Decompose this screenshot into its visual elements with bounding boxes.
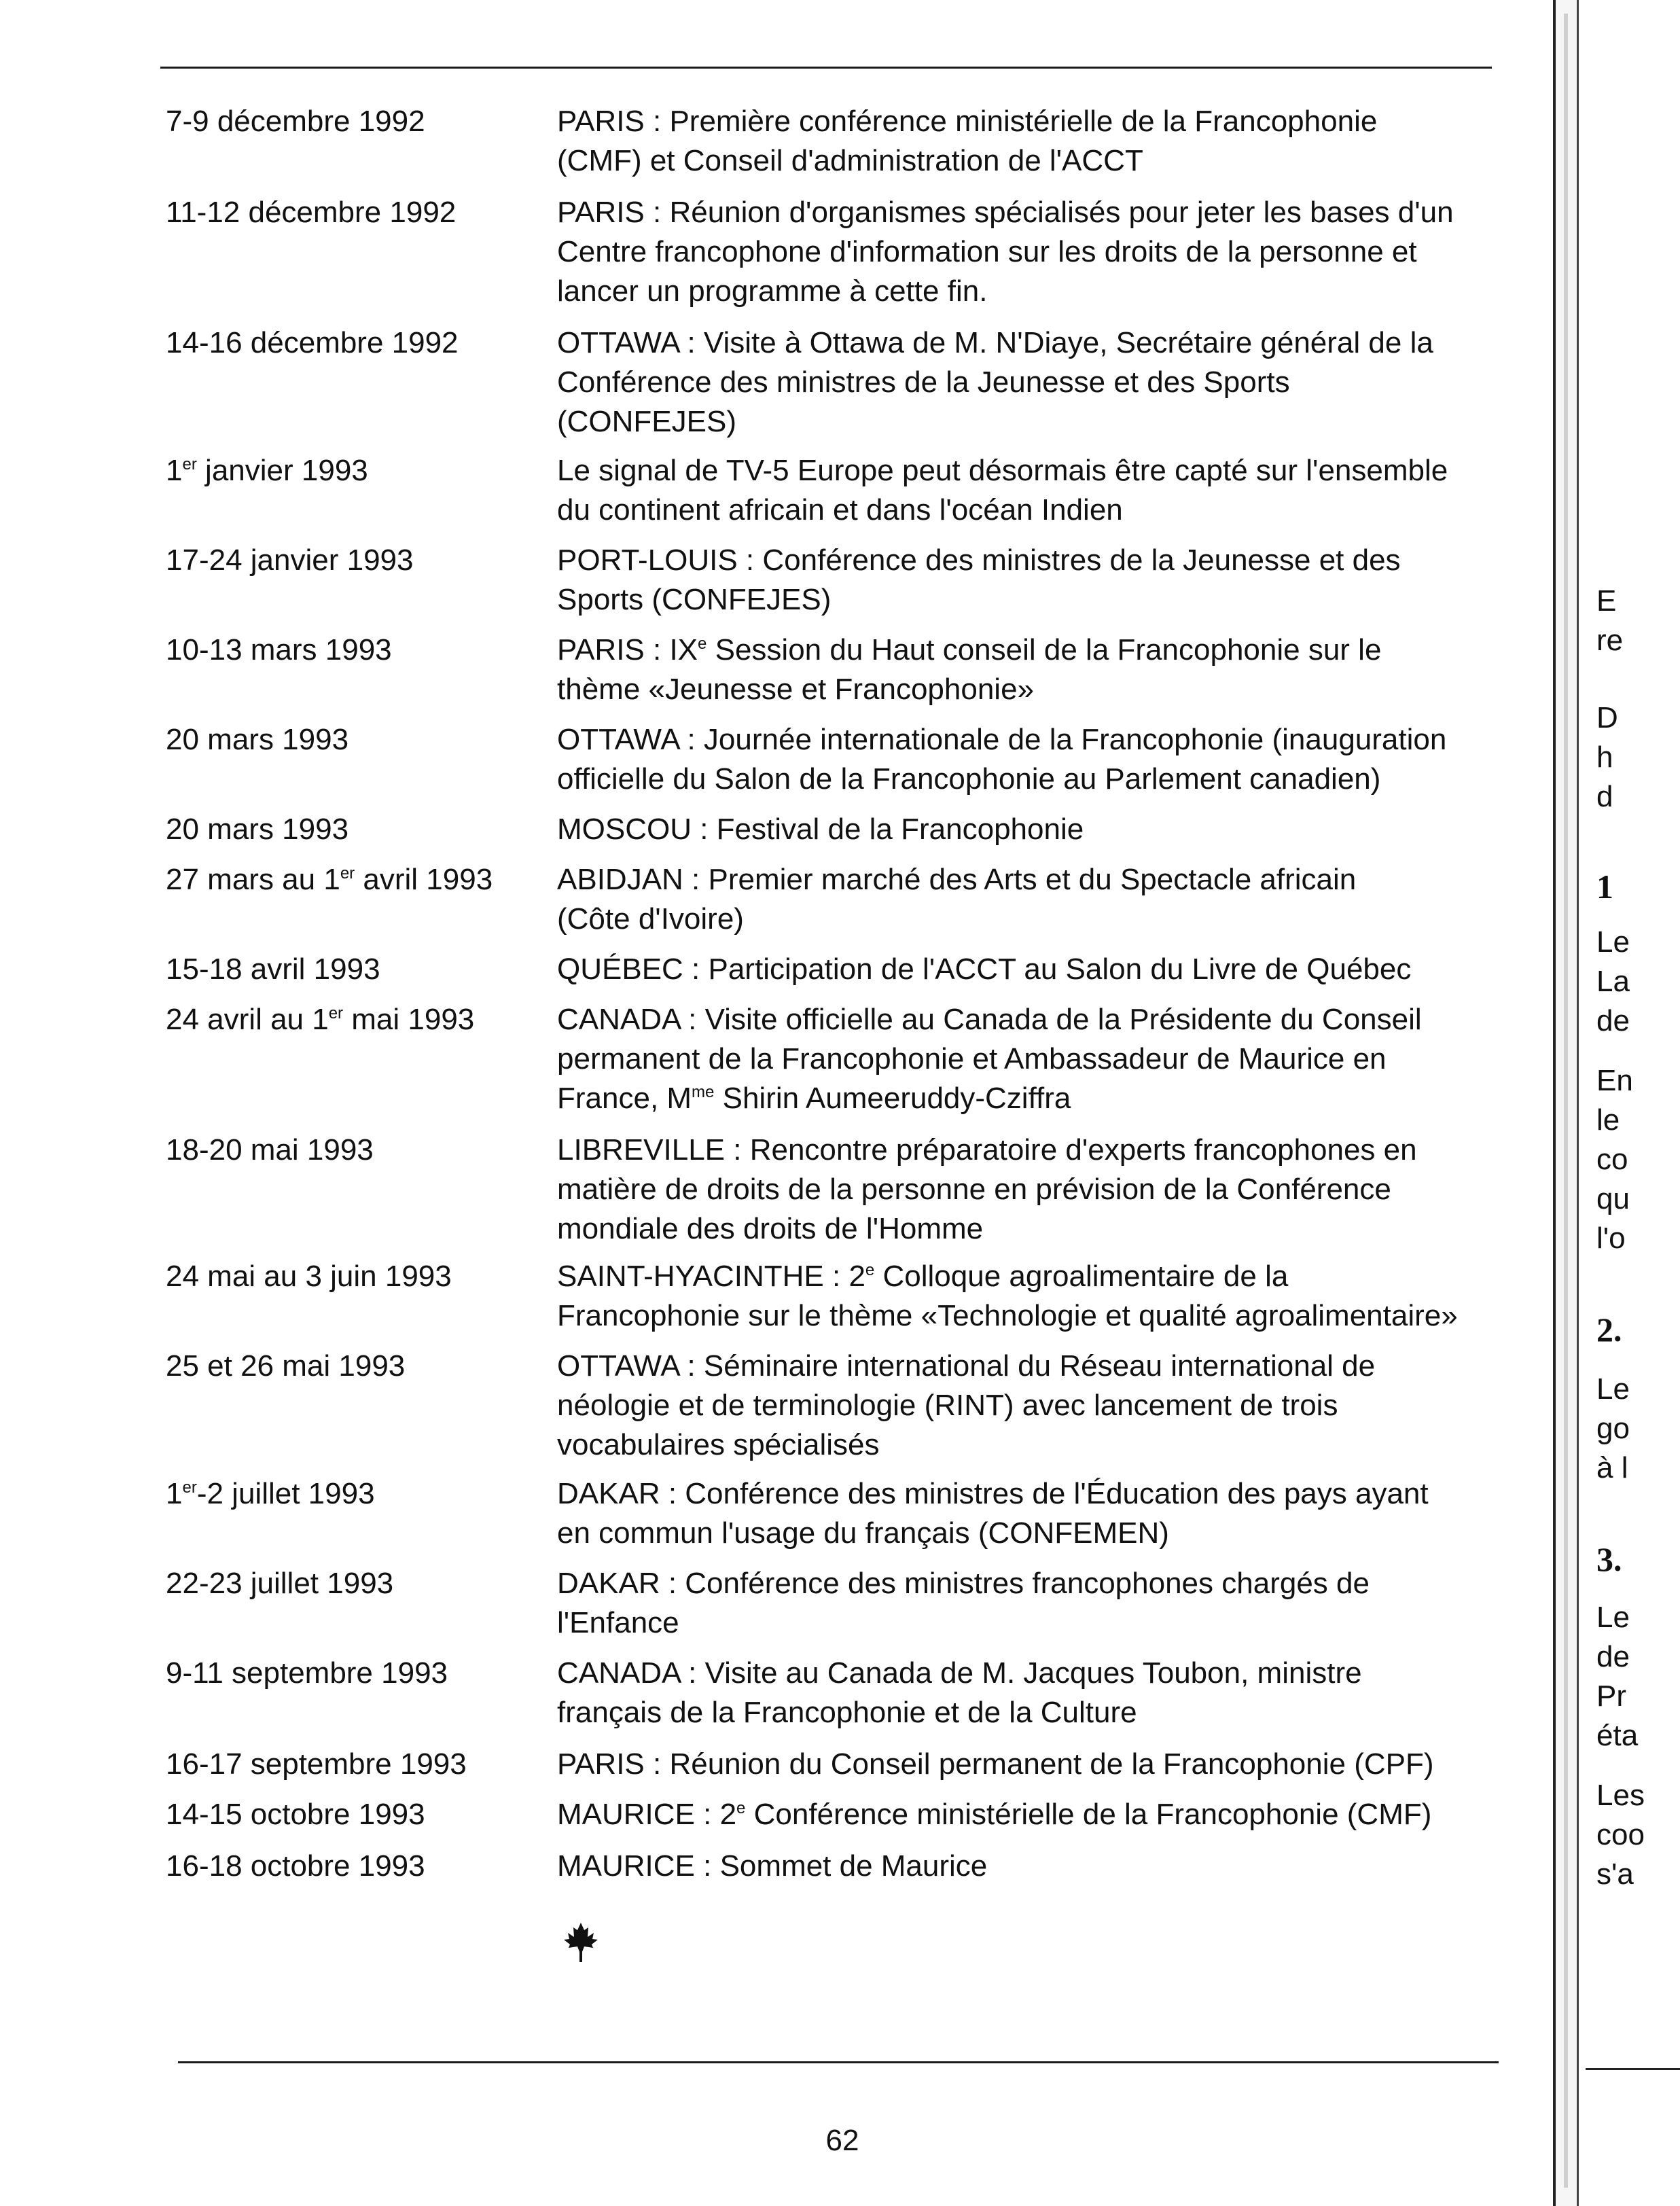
description-line: ABIDJAN : Premier marché des Arts et du Spectacle africain: [557, 863, 1357, 896]
entry-date: 14-16 décembre 1992: [166, 326, 459, 359]
description-line: matière de droits de la personne en prévision de la Conférence: [557, 1173, 1391, 1206]
entry-date: 20 mars 1993: [166, 813, 349, 846]
entry-date: 14-15 octobre 1993: [166, 1798, 425, 1831]
adjacent-text: co: [1596, 1143, 1628, 1176]
description-line: en commun l'usage du français (CONFEMEN): [557, 1516, 1169, 1550]
description-line: [557, 1079, 1501, 1118]
adjacent-text: Le: [1596, 1601, 1630, 1634]
adjacent-heading: 3.: [1596, 1540, 1622, 1578]
entry-date: 24 mai au 3 juin 1993: [166, 1260, 452, 1293]
entry-date-superscript: er: [328, 1004, 344, 1022]
entry-date-part: janvier 1993: [196, 454, 368, 487]
description-line: [557, 630, 1501, 670]
description-line: PARIS : Première conférence ministérielle de la Francophonie: [557, 105, 1378, 138]
adjacent-heading: 1: [1596, 868, 1613, 906]
entry-date: 17-24 janvier 1993: [166, 544, 414, 577]
entry-description: [557, 1745, 1501, 1784]
adjacent-text: E: [1596, 584, 1617, 618]
entry-date: 9-11 septembre 1993: [166, 1656, 448, 1690]
entry-date-part: 1: [166, 454, 183, 487]
entry-date: 7-9 décembre 1992: [166, 105, 425, 138]
description-superscript: e: [865, 1261, 875, 1279]
description-line: lancer un programme à cette fin.: [557, 274, 988, 308]
adjacent-text: le: [1596, 1103, 1620, 1137]
description-line: du continent africain et dans l'océan Indien: [557, 493, 1123, 527]
entry-date-part: -2 juillet 1993: [196, 1477, 375, 1510]
adjacent-text: Pr: [1596, 1679, 1626, 1713]
description-line: (CONFEJES): [557, 405, 736, 438]
entry-description: [557, 720, 1501, 799]
adjacent-text: La: [1596, 965, 1630, 998]
adjacent-text: qu: [1596, 1182, 1630, 1215]
entry-date: [166, 1000, 474, 1039]
description-line: [557, 1257, 1501, 1296]
description-line: OTTAWA : Journée internationale de la Francophonie (inauguration: [557, 723, 1447, 756]
entry-description: [557, 630, 1501, 709]
adjacent-text: Le: [1596, 1372, 1630, 1406]
entry-date-part: 1: [166, 1477, 183, 1510]
description-line: néologie et de terminologie (RINT) avec lancement de trois: [557, 1389, 1338, 1422]
entry-description: [557, 1564, 1501, 1643]
entry-date: 15-18 avril 1993: [166, 953, 380, 986]
adjacent-heading: 2.: [1596, 1311, 1622, 1349]
entry-date-part: 27 mars au 1: [166, 863, 340, 896]
description-line: Sports (CONFEJES): [557, 583, 832, 616]
description-line: Centre francophone d'information sur les droits de la personne et: [557, 235, 1417, 268]
entry-date-part: avril 1993: [355, 863, 493, 896]
description-line: LIBREVILLE : Rencontre préparatoire d'experts francophones en: [557, 1133, 1417, 1167]
description-line: PARIS : Réunion d'organismes spécialisés pour jeter les bases d'un: [557, 196, 1454, 229]
adjacent-text: re: [1596, 624, 1624, 657]
adjacent-text: Les: [1596, 1779, 1645, 1812]
entry-description: [557, 102, 1501, 181]
entry-description: [557, 1654, 1501, 1732]
description-line: [557, 1795, 1501, 1834]
description-line: CANADA : Visite au Canada de M. Jacques Toubon, ministre: [557, 1656, 1362, 1690]
description-line: l'Enfance: [557, 1606, 679, 1639]
description-line-part: France, M: [557, 1082, 692, 1115]
adjacent-text: En: [1596, 1064, 1633, 1097]
adjacent-text: de: [1596, 1640, 1630, 1673]
entry-date: 16-17 septembre 1993: [166, 1747, 467, 1781]
entry-date: [166, 860, 493, 900]
description-line-part: Colloque agroalimentaire de la: [874, 1260, 1289, 1293]
description-line: MAURICE : Sommet de Maurice: [557, 1849, 988, 1883]
entry-date: 22-23 juillet 1993: [166, 1567, 394, 1600]
entry-date-superscript: er: [340, 864, 355, 883]
description-line: mondiale des droits de l'Homme: [557, 1212, 984, 1245]
description-line: PARIS : Réunion du Conseil permanent de la Francophonie (CPF): [557, 1747, 1434, 1781]
description-line: français de la Francophonie et de la Culture: [557, 1696, 1137, 1729]
entry-description: [557, 541, 1501, 620]
description-line-part: Conférence ministérielle de la Francophonie (CMF): [745, 1798, 1432, 1831]
bottom-rule: [178, 2061, 1499, 2063]
entry-description: [557, 810, 1501, 849]
entry-date: [166, 451, 368, 491]
description-line-part: SAINT-HYACINTHE : 2: [557, 1260, 865, 1293]
description-line-part: MAURICE : 2: [557, 1798, 737, 1831]
adjacent-text: go: [1596, 1412, 1630, 1445]
description-line: CANADA : Visite officielle au Canada de la Présidente du Conseil: [557, 1003, 1422, 1036]
entry-date: 10-13 mars 1993: [166, 633, 392, 666]
entry-description: [557, 1847, 1501, 1886]
entry-description: [557, 451, 1501, 530]
adjacent-text: de: [1596, 1004, 1630, 1037]
entry-date: [166, 1474, 375, 1514]
adjacent-text: coo: [1596, 1818, 1645, 1851]
entry-description: [557, 860, 1501, 939]
description-line: permanent de la Francophonie et Ambassadeur de Maurice en: [557, 1042, 1387, 1075]
entry-date: 25 et 26 mai 1993: [166, 1349, 406, 1383]
adjacent-page-strip: [1579, 0, 1680, 2206]
entry-date: 11-12 décembre 1992: [166, 196, 457, 229]
entry-description: [557, 1347, 1501, 1465]
description-line: thème «Jeunesse et Francophonie»: [557, 673, 1035, 706]
description-line: DAKAR : Conférence des ministres de l'Éducation des pays ayant: [557, 1477, 1429, 1510]
entry-description: [557, 1131, 1501, 1249]
description-line: Conférence des ministres de la Jeunesse et des Sports: [557, 366, 1290, 399]
maple-leaf-icon: [564, 1923, 598, 1962]
adjacent-rule: [1586, 2068, 1680, 2070]
description-line: OTTAWA : Visite à Ottawa de M. N'Diaye, Secrétaire général de la: [557, 326, 1433, 359]
entry-description: [557, 950, 1501, 989]
description-line-part: Session du Haut conseil de la Francophonie sur le: [707, 633, 1382, 666]
description-superscript: me: [692, 1083, 715, 1101]
description-line: officielle du Salon de la Francophonie au Parlement canadien): [557, 762, 1381, 796]
entry-date: 20 mars 1993: [166, 723, 349, 756]
description-line: QUÉBEC : Participation de l'ACCT au Salon du Livre de Québec: [557, 953, 1412, 986]
entry-date: 18-20 mai 1993: [166, 1133, 374, 1167]
adjacent-text: l'o: [1596, 1222, 1626, 1255]
description-line: (Côte d'Ivoire): [557, 902, 744, 936]
entry-description: [557, 1000, 1501, 1118]
description-line: OTTAWA : Séminaire international du Réseau international de: [557, 1349, 1376, 1383]
entry-date-superscript: er: [182, 455, 197, 474]
entry-description: [557, 193, 1501, 311]
description-line: Francophonie sur le thème «Technologie et qualité agroalimentaire»: [557, 1299, 1458, 1332]
spine-shadow: [1564, 14, 1568, 2188]
description-line-part: Shirin Aumeeruddy-Cziffra: [714, 1082, 1071, 1115]
description-line: PORT-LOUIS : Conférence des ministres de la Jeunesse et des: [557, 544, 1401, 577]
description-line: (CMF) et Conseil d'administration de l'ACCT: [557, 144, 1143, 177]
adjacent-text: Le: [1596, 925, 1630, 959]
entry-description: [557, 1257, 1501, 1336]
description-line: vocabulaires spécialisés: [557, 1428, 880, 1461]
adjacent-text: à l: [1596, 1451, 1628, 1484]
adjacent-text: D: [1596, 701, 1618, 734]
adjacent-text: éta: [1596, 1719, 1639, 1752]
description-line-part: PARIS : IX: [557, 633, 698, 666]
description-superscript: e: [736, 1799, 746, 1817]
entry-description: [557, 323, 1501, 442]
description-line: Le signal de TV-5 Europe peut désormais être capté sur l'ensemble: [557, 454, 1448, 487]
adjacent-text: d: [1596, 780, 1613, 813]
adjacent-text: s'a: [1596, 1857, 1634, 1891]
description-line: DAKAR : Conférence des ministres francophones chargés de: [557, 1567, 1370, 1600]
description-line: MOSCOU : Festival de la Francophonie: [557, 813, 1084, 846]
description-superscript: e: [698, 635, 707, 653]
entry-date: 16-18 octobre 1993: [166, 1849, 425, 1883]
adjacent-text: h: [1596, 741, 1613, 774]
entry-date-part: mai 1993: [343, 1003, 475, 1036]
entry-description: [557, 1795, 1501, 1834]
entry-date-superscript: er: [182, 1478, 197, 1497]
entry-description: [557, 1474, 1501, 1553]
page-number: 62: [825, 2124, 859, 2157]
entry-date-part: 24 avril au 1: [166, 1003, 329, 1036]
